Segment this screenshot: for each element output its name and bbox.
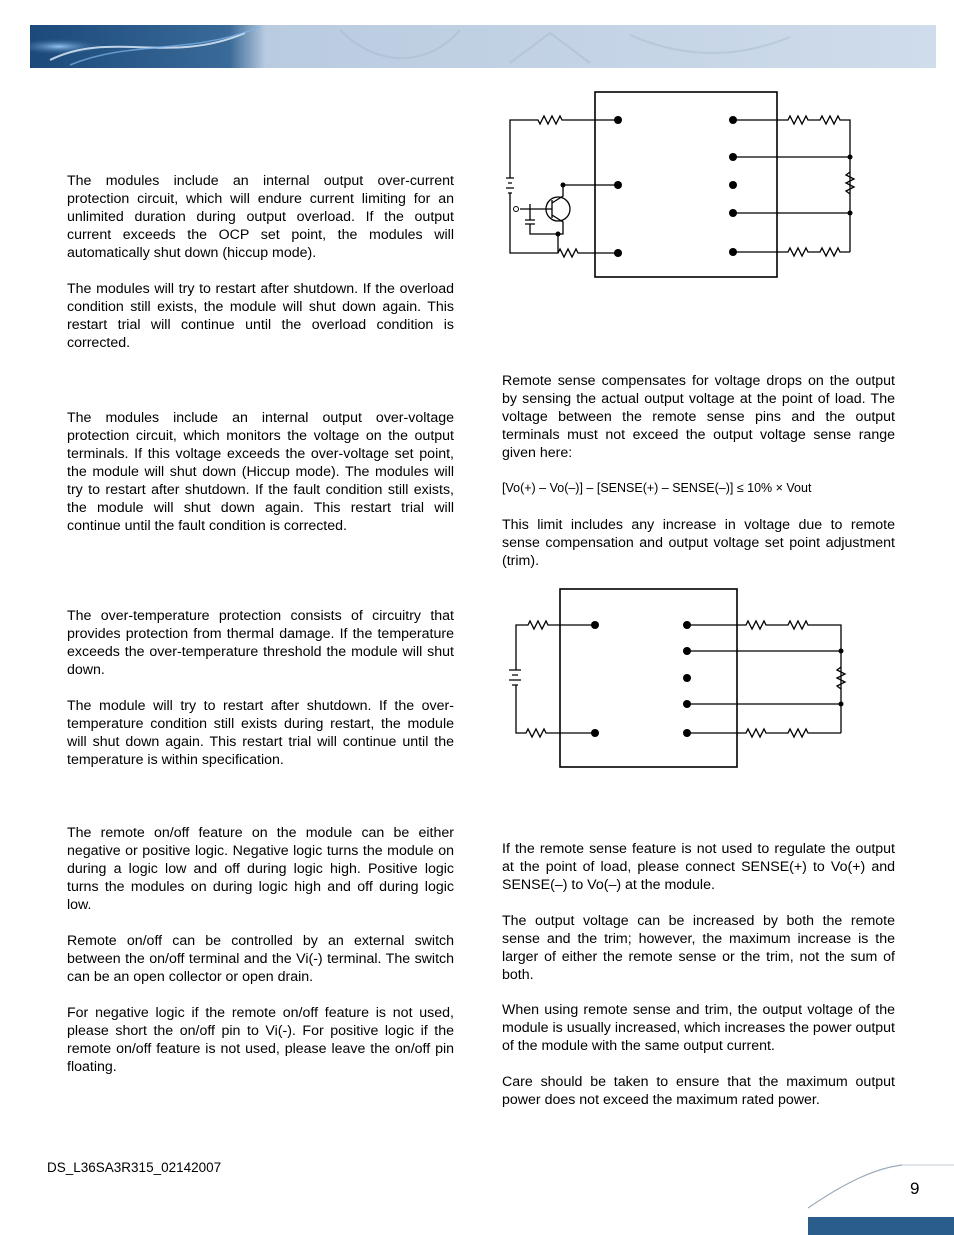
- remote-sense-paragraph-2: This limit includes any increase in voltage due to remote sense compensation and output voltage set point adjustment (trim).: [502, 517, 895, 569]
- ovp-paragraph: The modules include an internal output over-voltage protection circuit, which monitors the voltage on the output terminals. If this voltage exceeds the over-voltage set point, the module will shut down (Hiccup mode). The modules will try to restart after shutdown. If the fault condition still exists, the module will shut down again. This restart trial will continue until the fault condition is corrected.: [67, 410, 454, 534]
- remote-sense-paragraph-5: When using remote sense and trim, the output voltage of the module is usually increased, which increases the power output of the module with the same output current.: [502, 1002, 895, 1054]
- ocp-paragraph-1: The modules include an internal output over-current protection circuit, which will endure current limiting for an unlimited duration during output overload. If the output current exceeds the OCP set point, the modules will automatically shut down (hiccup mode).: [67, 173, 454, 261]
- sense-range-formula: [Vo(+) – Vo(–)] – [SENSE(+) – SENSE(–)] ≤ 10% × Vout: [502, 481, 812, 495]
- remote-sense-circuit-diagram: [506, 585, 856, 771]
- remote-onoff-paragraph-1: The remote on/off feature on the module can be either negative or positive logic. Negative logic turns the module on during a logic low and off during logic high. Positive logic turns the modules on during logic high and off during logic low.: [67, 825, 454, 913]
- remote-sense-paragraph-4: The output voltage can be increased by both the remote sense and the trim; however, the maximum increase is the larger of either the remote sense or the trim, not the sum of both.: [502, 913, 895, 983]
- remote-sense-paragraph-3: If the remote sense feature is not used to regulate the output at the point of load, please connect SENSE(+) to Vo(+) and SENSE(–) to Vo(–) at the module.: [502, 841, 895, 893]
- remote-sense-paragraph-1: Remote sense compensates for voltage drops on the output by sensing the actual output voltage at the point of load. The voltage between the remote sense pins and the output terminals must not exceed the output voltage sense range given here:: [502, 373, 895, 461]
- remote-onoff-circuit-diagram: [500, 88, 870, 284]
- remote-sense-paragraph-6: Care should be taken to ensure that the maximum output power does not exceed the maximum rated power.: [502, 1074, 895, 1108]
- remote-onoff-paragraph-3: For negative logic if the remote on/off feature is not used, please short the on/off pin to Vi(-). For positive logic if the remote on/off feature is not used, please leave the on/off pin floating.: [67, 1005, 454, 1075]
- remote-onoff-paragraph-2: Remote on/off can be controlled by an external switch between the on/off terminal and the Vi(-) terminal. The switch can be an open collector or open drain.: [67, 933, 454, 985]
- page-number: 9: [910, 1179, 920, 1198]
- document-code: DS_L36SA3R315_02142007: [47, 1160, 222, 1175]
- otp-paragraph-1: The over-temperature protection consists of circuitry that provides protection from thermal damage. If the temperature exceeds the over-temperature threshold the module will shut down.: [67, 608, 454, 678]
- otp-paragraph-2: The module will try to restart after shutdown. If the over-temperature condition still exists during restart, the module will shut down again. This restart trial will continue until the temperature is within specification.: [67, 698, 454, 768]
- ocp-paragraph-2: The modules will try to restart after shutdown. If the overload condition still exists, the module will shut down again. This restart trial will continue until the overload condition is corrected.: [67, 281, 454, 351]
- footer-corner-decoration: [806, 1160, 954, 1235]
- header-banner: [30, 25, 936, 68]
